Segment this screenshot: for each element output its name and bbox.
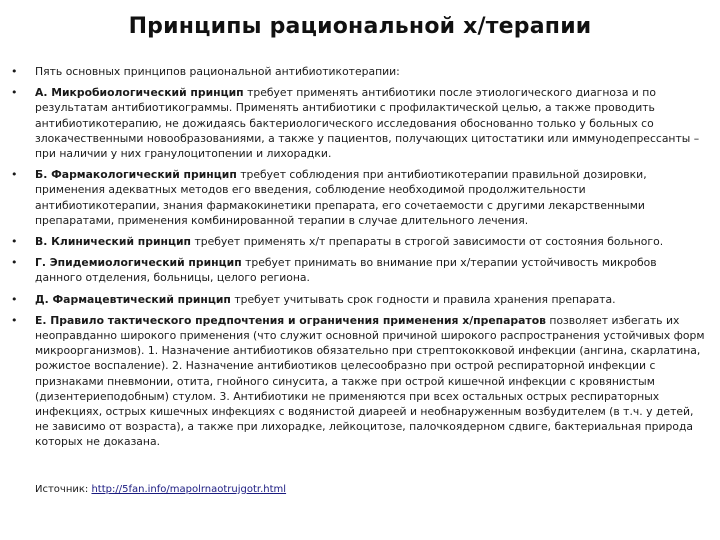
item-text: требует соблюдения при антибиотикотерапии правильной дозировки, применения адекватных методов его введения, соблюдение необходимой продолжительности антибиотикотерапии, знания фармакокинетики препарата, его сочетаемости с другими лекарственными препаратами, применения комбинированной терапии в случае длительного лечения. <box>35 168 647 227</box>
bullet-marker: • <box>11 292 18 306</box>
bullet-marker: • <box>11 86 18 100</box>
item-text: позволяет избегать их неоправданно широкого применения (что служит основной причиной широкого распространения устойчивых форм микроорганизмов). 1. Назначение антибиотиков обязательно при стрептококковой инфекции (ангина, скарлатина, рожистое воспаление). 2. Назначение антибиотиков целесообразно при острой респираторной инфекции с признаками пневмонии, отита, гнойного синусита, а также при острой кишечной инфекции с кровянистым (дизентериеподобным) стулом. 3. Антибиотики не применяются при всех остальных острых респираторных инфекциях, острых кишечных инфекциях с водянистой диареей и необнаруженным возбудителем (в т.ч. у детей, не зависимо от возраста), а также при лихорадке, лейкоцитозе, палочкоядерном сдвиге, бактериальная природа которых не доказана. <box>35 313 705 449</box>
bullet-marker: • <box>11 256 18 270</box>
item-lead: Е. Правило тактического предпочтения и ограничения применения х/препаратов <box>35 313 546 327</box>
item-text: требует применять антибиотики после этиологического диагноза и по результатам антибиотикограммы. Применять антибиотики с профилактической целью, а также проводить антибиотикотерапию, не дожидаясь бактериологического исследования обоснованно только у больных со злокачественными новообразованиями, а также у пациентов, получающих цитостатики или иммунодепрессанты – при наличии у них гранулоцитопении и лихорадки. <box>35 86 700 161</box>
list-item <box>0 313 720 450</box>
item-lead: А. Микробиологический принцип <box>35 86 244 100</box>
item-lead: Б. Фармакологический принцип <box>35 168 237 182</box>
bullet-marker: • <box>11 313 18 327</box>
list-item <box>0 234 720 249</box>
item-text: требует применять х/т препараты в строгой зависимости от состояния больного. <box>191 235 664 249</box>
item-lead: Д. Фармацевтический принцип <box>35 292 231 306</box>
list-item <box>0 85 720 161</box>
item-text: требует принимать во внимание при х/терапии устойчивость микробов данного отделения, больницы, целого региона. <box>35 256 657 285</box>
bullet-marker: • <box>11 65 18 78</box>
item-text: Пять основных принципов рациональной антибиотикотерапии: <box>35 65 400 78</box>
principles-list <box>0 64 720 456</box>
item-text: требует учитывать срок годности и правила хранения препарата. <box>230 292 616 306</box>
item-lead: Г. Эпидемиологический принцип <box>35 256 242 270</box>
source-link[interactable]: http://5fan.info/mapolrnaotrujgotr.html <box>91 484 287 495</box>
list-item <box>0 167 720 228</box>
bullet-marker: • <box>11 235 18 249</box>
list-item <box>0 64 720 79</box>
list-item <box>0 292 720 307</box>
source-line <box>35 484 286 495</box>
bullet-marker: • <box>11 168 18 182</box>
source-label: Источник: <box>35 484 92 495</box>
page-title: Принципы рациональной х/терапии <box>128 14 592 39</box>
list-item <box>0 255 720 285</box>
item-lead: В. Клинический принцип <box>35 235 192 249</box>
